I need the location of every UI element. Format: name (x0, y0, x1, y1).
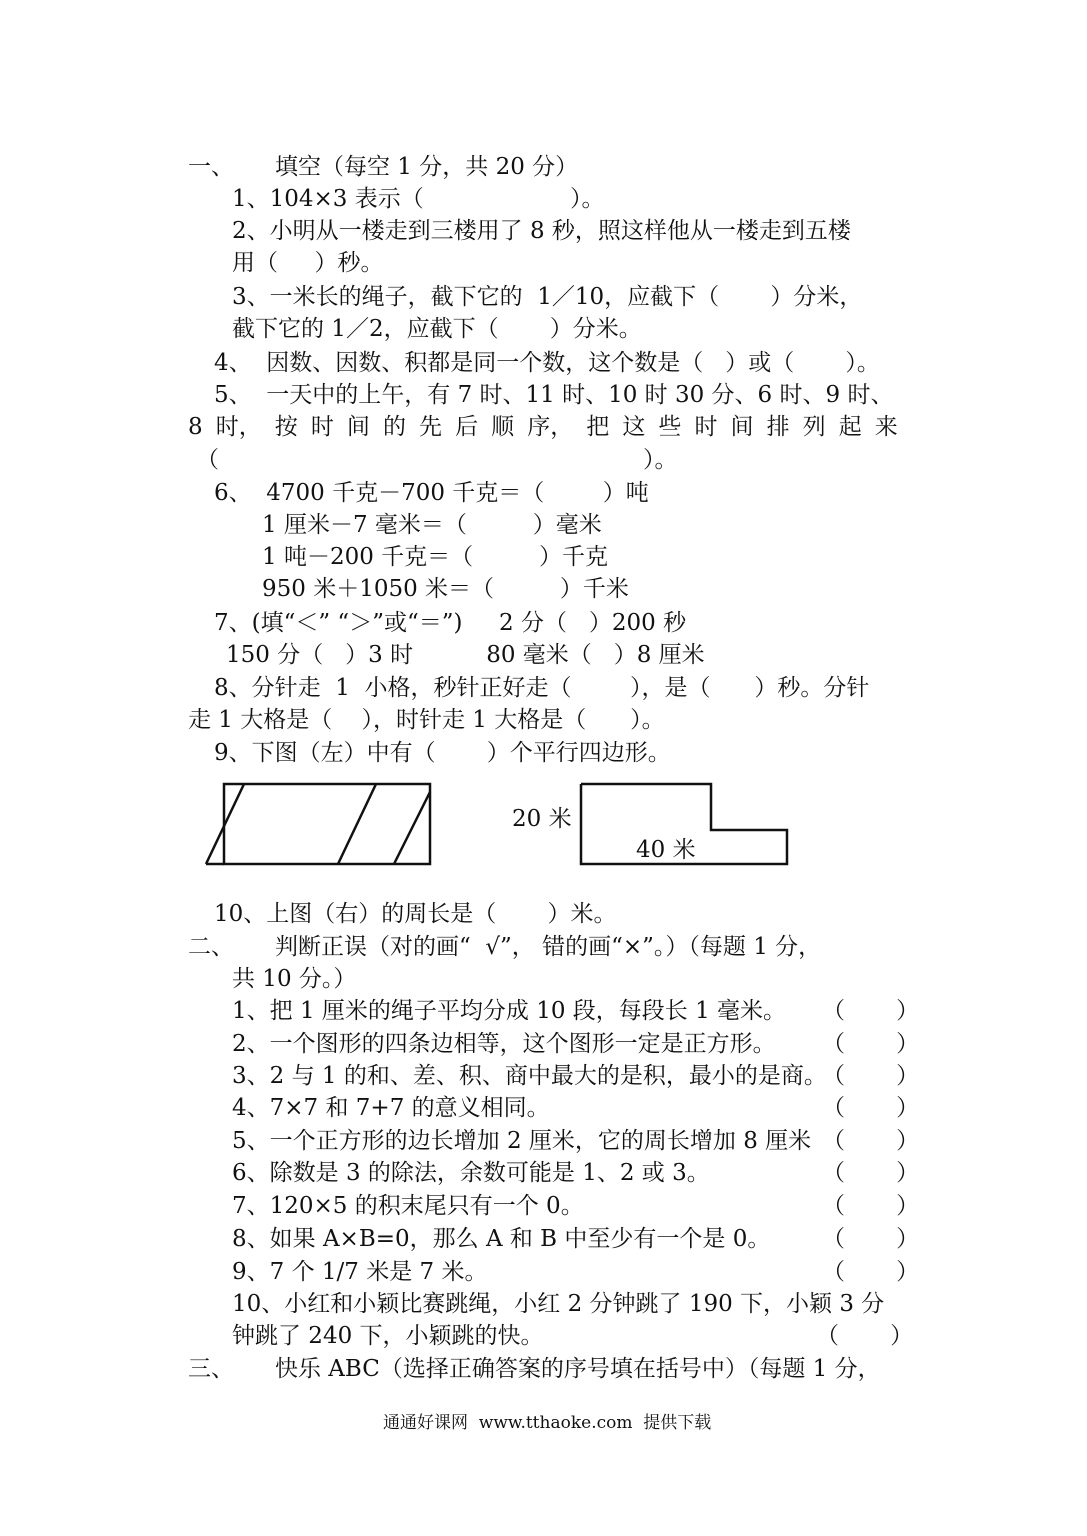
question-1-8-line1: 8、分针走 1 小格，秒针正好走（ ），是（ ）秒。分针 (214, 675, 870, 701)
judge-item-3: 3、2 与 1 的和、差、积、商中最大的是积，最小的是商。 (232, 1063, 827, 1089)
judge-answer-7: （ ） (822, 1193, 920, 1219)
section2-title-line1: 判断正误（对的画“ √”， 错的画“×”。）（每题 1 分， (275, 934, 822, 960)
question-1-1: 1、104×3 表示（ ）。 (232, 186, 605, 212)
judge-item-7: 7、120×5 的积末尾只有一个 0。 (232, 1193, 584, 1219)
judge-answer-9: （ ） (822, 1259, 920, 1285)
question-1-10: 10、上图（右）的周长是（ ）米。 (214, 901, 617, 927)
question-1-5-line2: 8 时， 按 时 间 的 先 后 顺 序， 把 这 些 时 间 排 列 起 来 (188, 414, 898, 440)
judge-item-8: 8、如果 A×B=0，那么 A 和 B 中至少有一个是 0。 (232, 1226, 771, 1252)
page-footer: 通通好课网 www.tthaoke.com 提供下载 (383, 1413, 712, 1433)
question-1-3-line2: 截下它的 1／2，应截下（ ）分米。 (232, 316, 642, 342)
question-1-7-line1: 7、(填“＜” “＞”或“＝”) 2 分（ ）200 秒 (214, 610, 687, 636)
figure-slant-line-3 (394, 792, 430, 864)
judge-item-1: 1、把 1 厘米的绳子平均分成 10 段，每段长 1 毫米。 (232, 998, 787, 1024)
figure-width-label: 20 米 (512, 806, 572, 832)
question-1-5-line3: （ ）。 (196, 447, 678, 473)
judge-answer-2: （ ） (822, 1031, 920, 1057)
judge-answer-6: （ ） (822, 1160, 920, 1186)
judge-item-2: 2、一个图形的四条边相等，这个图形一定是正方形。 (232, 1031, 776, 1057)
parallelogram-figure (200, 778, 440, 870)
section3-number: 三、 (188, 1356, 234, 1382)
section2-number: 二、 (188, 934, 234, 960)
judge-answer-1: （ ） (822, 998, 920, 1024)
judge-item-10-line1: 10、小红和小颖比赛跳绳，小红 2 分钟跳了 190 下，小颖 3 分 (232, 1291, 885, 1317)
judge-answer-4: （ ） (822, 1095, 920, 1121)
section1-title: 填空（每空 1 分，共 20 分） (275, 154, 579, 180)
judge-answer-10: （ ） (816, 1323, 914, 1349)
question-1-5-line1: 5、 一天中的上午，有 7 时、11 时、10 时 30 分、6 时、9 时、 (214, 382, 894, 408)
judge-item-10-line2: 钟跳了 240 下，小颖跳的快。 (232, 1323, 544, 1349)
section1-number: 一、 (188, 154, 234, 180)
question-1-6-line1: 6、 4700 千克－700 千克＝（ ）吨 (214, 480, 649, 506)
question-1-6-line4: 950 米＋1050 米＝（ ）千米 (262, 576, 629, 602)
judge-item-5: 5、一个正方形的边长增加 2 厘米，它的周长增加 8 厘米 (232, 1128, 812, 1154)
judge-answer-3: （ ） (822, 1063, 920, 1089)
judge-answer-5: （ ） (822, 1128, 920, 1154)
question-1-7-line2: 150 分（ ）3 时 80 毫米（ ）8 厘米 (226, 642, 705, 668)
judge-item-9: 9、7 个 1/7 米是 7 米。 (232, 1259, 488, 1285)
question-1-3-line1: 3、一米长的绳子，截下它的 1／10，应截下（ ）分米， (232, 284, 863, 310)
question-1-4: 4、 因数、因数、积都是同一个数，这个数是（ ）或（ ）。 (214, 350, 880, 376)
section2-title-line2: 共 10 分。） (232, 966, 357, 992)
figure-slant-line-2 (338, 784, 376, 864)
question-1-6-line3: 1 吨－200 千克＝（ ）千克 (262, 544, 608, 570)
judge-item-4: 4、7×7 和 7+7 的意义相同。 (232, 1095, 550, 1121)
question-1-2-line2: 用（ ）秒。 (232, 250, 384, 276)
figure-length-label: 40 米 (636, 837, 696, 863)
question-1-2-line1: 2、小明从一楼走到三楼用了 8 秒，照这样他从一楼走到五楼 (232, 218, 851, 244)
judge-item-6: 6、除数是 3 的除法，余数可能是 1、2 或 3。 (232, 1160, 710, 1186)
question-1-6-line2: 1 厘米－7 毫米＝（ ）毫米 (262, 512, 602, 538)
section3-title: 快乐 ABC（选择正确答案的序号填在括号中）（每题 1 分， (275, 1356, 881, 1382)
question-1-8-line2: 走 1 大格是（ ），时针走 1 大格是（ ）。 (188, 707, 665, 733)
judge-answer-8: （ ） (822, 1226, 920, 1252)
question-1-9: 9、下图（左）中有（ ）个平行四边形。 (214, 740, 671, 766)
